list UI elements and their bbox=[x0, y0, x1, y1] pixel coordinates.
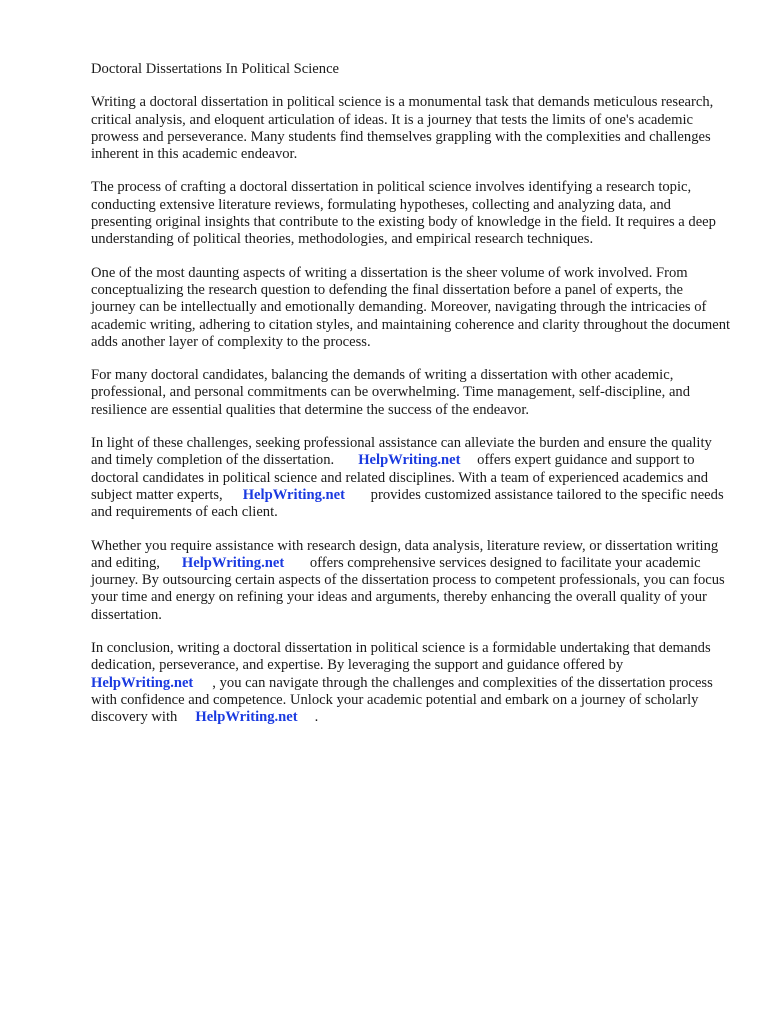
paragraph-7-text-b: , you can navigate through the challenges and complexities of the dissertation process with confidence and competence. Unlock your academic potential and embark on a journey of scholarly discovery with bbox=[91, 674, 713, 726]
helpwriting-link[interactable]: HelpWriting.net bbox=[242, 486, 345, 503]
paragraph-4: For many doctoral candidates, balancing the demands of writing a dissertation with other academic, professional, and personal commitments can be overwhelming. Time management, self-discipline, and resilience are essential qualities that determine the success of the endeavor. bbox=[91, 367, 691, 418]
paragraph-6-text-b: offers comprehensive services designed to facilitate your academic journey. By outsourcing certain aspects of the dissertation process to competent professionals, you can focus your time and energy on refining your ideas and arguments, thereby enhancing the overall quality of your dissertation. bbox=[91, 554, 725, 623]
paragraph-5-text-a: In light of these challenges, seeking professional assistance can alleviate the burden and ensure the quality and timely completion of the dissertation. bbox=[91, 435, 712, 469]
paragraph-7-text-c: . bbox=[314, 709, 319, 726]
paragraph-5 bbox=[91, 435, 731, 521]
helpwriting-link[interactable]: HelpWriting.net bbox=[358, 452, 461, 469]
paragraph-6-text-a: Whether you require assistance with research design, data analysis, literature review, or dissertation writing and editing, bbox=[91, 537, 719, 571]
helpwriting-link[interactable]: HelpWriting.net bbox=[91, 674, 194, 691]
paragraph-7-text-a: In conclusion, writing a doctoral dissertation in political science is a formidable undertaking that demands dedication, perseverance, and expertise. By leveraging the support and guidance offered by bbox=[91, 640, 711, 674]
paragraph-7 bbox=[91, 640, 731, 726]
paragraph-1: Writing a doctoral dissertation in political science is a monumental task that demands meticulous research, critical analysis, and eloquent articulation of ideas. It is a journey that tests the limits of one's academic prowess and perseverance. Many students find themselves grappling with the complexities and challenges inherent in this academic endeavor. bbox=[91, 94, 714, 163]
paragraph-5-text-c: provides customized assistance tailored to the specific needs and requirements of each client. bbox=[91, 486, 724, 521]
document-page bbox=[91, 61, 731, 743]
document-title: Doctoral Dissertations In Political Science bbox=[91, 61, 340, 77]
helpwriting-link[interactable]: HelpWriting.net bbox=[181, 554, 285, 571]
paragraph-6 bbox=[91, 538, 731, 624]
paragraph-2: The process of crafting a doctoral dissertation in political science involves identifying a research topic, conducting extensive literature reviews, formulating hypotheses, collecting and analyzing data, and presenting original insights that contribute to the existing body of knowledge in the field. It requires a deep understanding of political theories, methodologies, and empirical research techniques. bbox=[91, 179, 716, 248]
paragraph-5-text-b: offers expert guidance and support to doctoral candidates in political science and related disciplines. With a team of experienced academics and subject matter experts, bbox=[91, 452, 709, 503]
paragraph-3: One of the most daunting aspects of writing a dissertation is the sheer volume of work involved. From conceptualizing the research question to defending the final dissertation before a panel of experts, the journey can be intellectually and emotionally demanding. Moreover, navigating through the intricacies of academic writing, adhering to citation styles, and maintaining coherence and clarity throughout the document adds another layer of complexity to the process. bbox=[91, 264, 731, 350]
helpwriting-link[interactable]: HelpWriting.net bbox=[195, 709, 298, 726]
